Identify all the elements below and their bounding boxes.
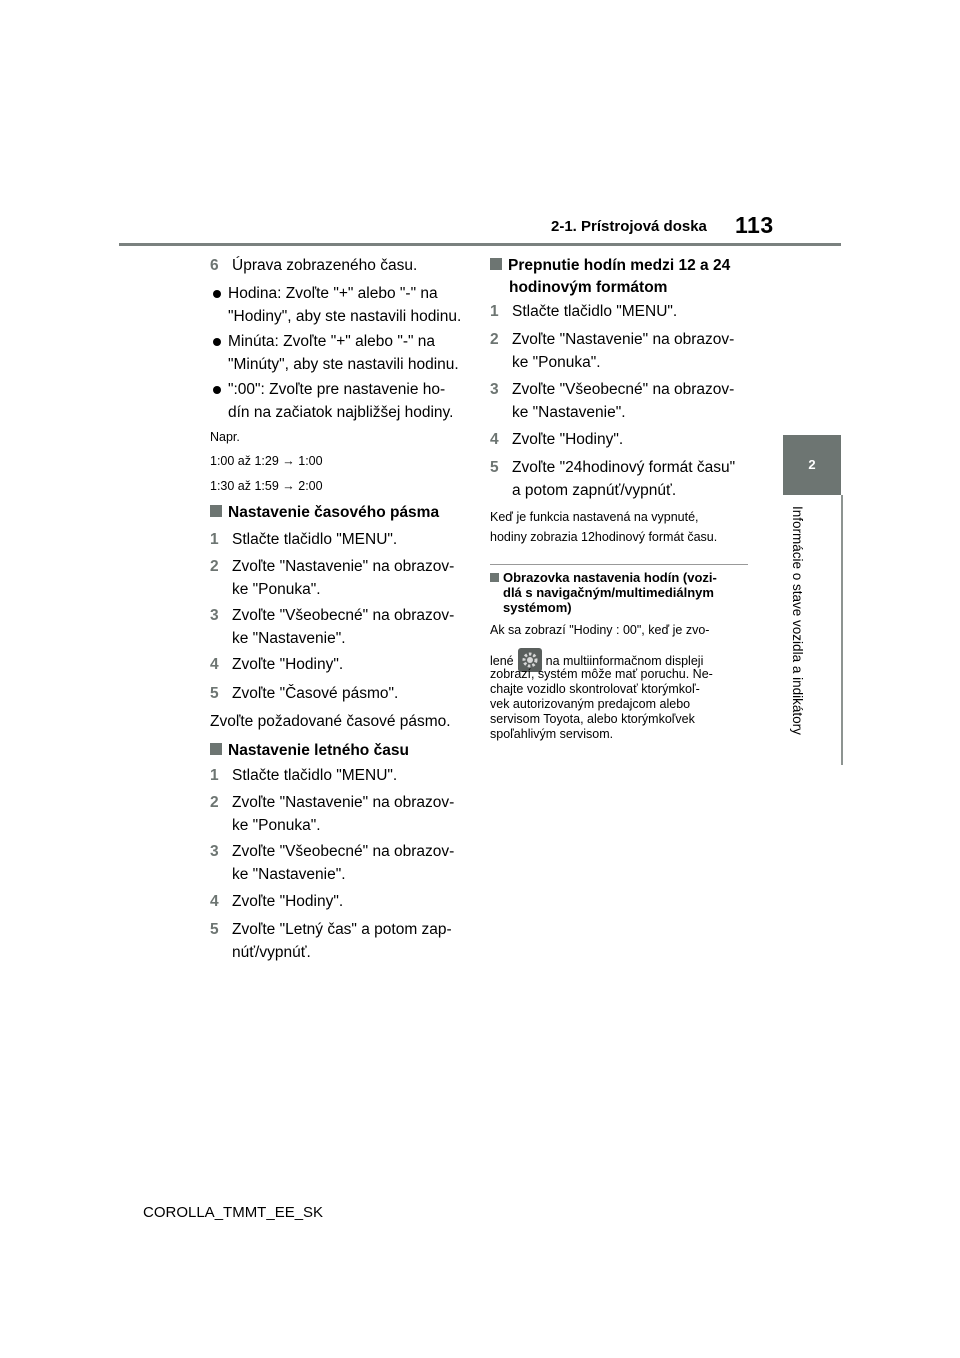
step-text: Zvoľte "Hodiny".	[232, 893, 344, 910]
example-2: 1:30 až 1:59 → 2:00	[210, 479, 323, 493]
step-text: Zvoľte "Hodiny".	[512, 431, 624, 448]
section-marker	[210, 505, 222, 517]
step-text: Úprava zobrazeného času.	[232, 257, 418, 274]
section-marker	[210, 743, 222, 755]
step-text: Zvoľte "Letný čas" a potom zap-	[232, 921, 452, 938]
step-text: Zvoľte "Hodiny".	[232, 656, 344, 673]
bullet-dot	[213, 338, 221, 346]
step-text: ke "Nastavenie".	[232, 866, 346, 883]
doc-code: COROLLA_TMMT_EE_SK	[143, 1204, 324, 1221]
heading-text: Nastavenie časového pásma	[228, 504, 440, 521]
bullet-text: Hodina: Zvoľte "+" alebo "-" na	[228, 285, 438, 302]
format-heading	[490, 254, 730, 277]
screen-heading	[490, 570, 717, 585]
page-number: 113	[735, 212, 774, 238]
step-text: Zvoľte "Všeobecné" na obrazov-	[512, 381, 735, 398]
example-label: Napr.	[210, 430, 240, 444]
bullet-dot	[213, 386, 221, 394]
step-text: ke "Nastavenie".	[232, 630, 346, 647]
step-number: 2	[490, 331, 499, 348]
screen-body-6: servisom Toyota, alebo ktorýmkoľvek	[490, 712, 695, 726]
step-number: 5	[490, 459, 499, 476]
format-note-1: Keď je funkcia nastavená na vypnuté,	[490, 510, 699, 524]
step-number: 5	[210, 685, 219, 702]
step-text: Stlačte tlačidlo "MENU".	[512, 303, 678, 320]
chapter-side-title	[786, 506, 808, 768]
screen-body-3: zobrazí, systém môže mať poruchu. Ne-	[490, 667, 713, 681]
step-text: núť/vypnúť.	[232, 944, 311, 961]
format-heading-line2: hodinovým formátom	[509, 279, 668, 296]
side-divider	[841, 495, 843, 765]
tz-note: Zvoľte požadované časové pásmo.	[210, 713, 451, 730]
note-divider	[490, 564, 748, 565]
screen-heading-line2: dlá s navigačným/multimediálnym	[503, 585, 714, 600]
step-text: Zvoľte "24hodinový formát času"	[512, 459, 736, 476]
step-number: 4	[210, 893, 219, 910]
step-text: ke "Ponuka".	[232, 581, 321, 598]
heading-text: Prepnutie hodín medzi 12 a 24	[508, 257, 731, 274]
bullet-zero	[210, 378, 472, 424]
chapter-tab: 2	[783, 435, 841, 495]
step-number: 3	[210, 843, 219, 860]
section-title: 2-1. Prístrojová doska	[551, 218, 707, 235]
step-text: a potom zapnúť/vypnúť.	[512, 482, 677, 499]
example-1: 1:00 až 1:29 → 1:00	[210, 454, 323, 468]
bullet-hour	[210, 282, 472, 328]
body-text: na multiinformačnom displeji	[545, 654, 704, 668]
chapter-title-text: Informácie o stave vozidla a indikátory	[790, 506, 805, 735]
step-text: ke "Ponuka".	[232, 817, 321, 834]
step-number: 1	[210, 767, 219, 784]
step-text: Zvoľte "Časové pásmo".	[232, 685, 399, 702]
screen-body-7: spoľahlivým servisom.	[490, 727, 614, 741]
screen-body-1: Ak sa zobrazí "Hodiny : 00", keď je zvo-	[490, 623, 710, 637]
screen-body-4: chajte vozidlo skontrolovať ktorýmkoľ-	[490, 682, 700, 696]
header-rule	[119, 243, 841, 246]
dst-heading	[210, 739, 409, 762]
format-note-2: hodiny zobrazia 12hodinový formát času.	[490, 530, 718, 544]
step-text: Zvoľte "Nastavenie" na obrazov-	[232, 558, 455, 575]
heading-text: Nastavenie letného času	[228, 742, 409, 759]
screen-heading-line3: systémom)	[503, 600, 572, 615]
step-number: 1	[210, 531, 219, 548]
bullet-minute	[210, 330, 472, 376]
step-number: 2	[210, 558, 219, 575]
step-number: 5	[210, 921, 219, 938]
step-number: 6	[210, 257, 219, 274]
step-text: Zvoľte "Nastavenie" na obrazov-	[232, 794, 455, 811]
section-marker	[490, 573, 499, 582]
section-marker	[490, 258, 502, 270]
bullet-text: "Hodiny", aby ste nastavili hodinu.	[228, 308, 462, 325]
step-text: Stlačte tlačidlo "MENU".	[232, 531, 398, 548]
step-number: 3	[210, 607, 219, 624]
step-number: 2	[210, 794, 219, 811]
step-number: 4	[210, 656, 219, 673]
step-text: Zvoľte "Nastavenie" na obrazov-	[512, 331, 735, 348]
bullet-text: ":00": Zvoľte pre nastavenie ho-	[228, 381, 446, 398]
step-number: 1	[490, 303, 499, 320]
timezone-heading	[210, 501, 439, 524]
bullet-text: Minúta: Zvoľte "+" alebo "-" na	[228, 333, 436, 350]
step-text: ke "Nastavenie".	[512, 404, 626, 421]
heading-text: Obrazovka nastavenia hodín (vozi-	[503, 570, 717, 585]
step-text: Stlačte tlačidlo "MENU".	[232, 767, 398, 784]
step-text: Zvoľte "Všeobecné" na obrazov-	[232, 843, 455, 860]
bullet-text: dín na začiatok najbližšej hodiny.	[228, 404, 454, 421]
step-text: Zvoľte "Všeobecné" na obrazov-	[232, 607, 455, 624]
step-text: ke "Ponuka".	[512, 354, 601, 371]
bullet-text: "Minúty", aby ste nastavili hodinu.	[228, 356, 459, 373]
screen-body-5: vek autorizovaným predajcom alebo	[490, 697, 691, 711]
step-number: 4	[490, 431, 499, 448]
bullet-dot	[213, 290, 221, 298]
step-number: 3	[490, 381, 499, 398]
body-text: lené	[490, 654, 514, 668]
